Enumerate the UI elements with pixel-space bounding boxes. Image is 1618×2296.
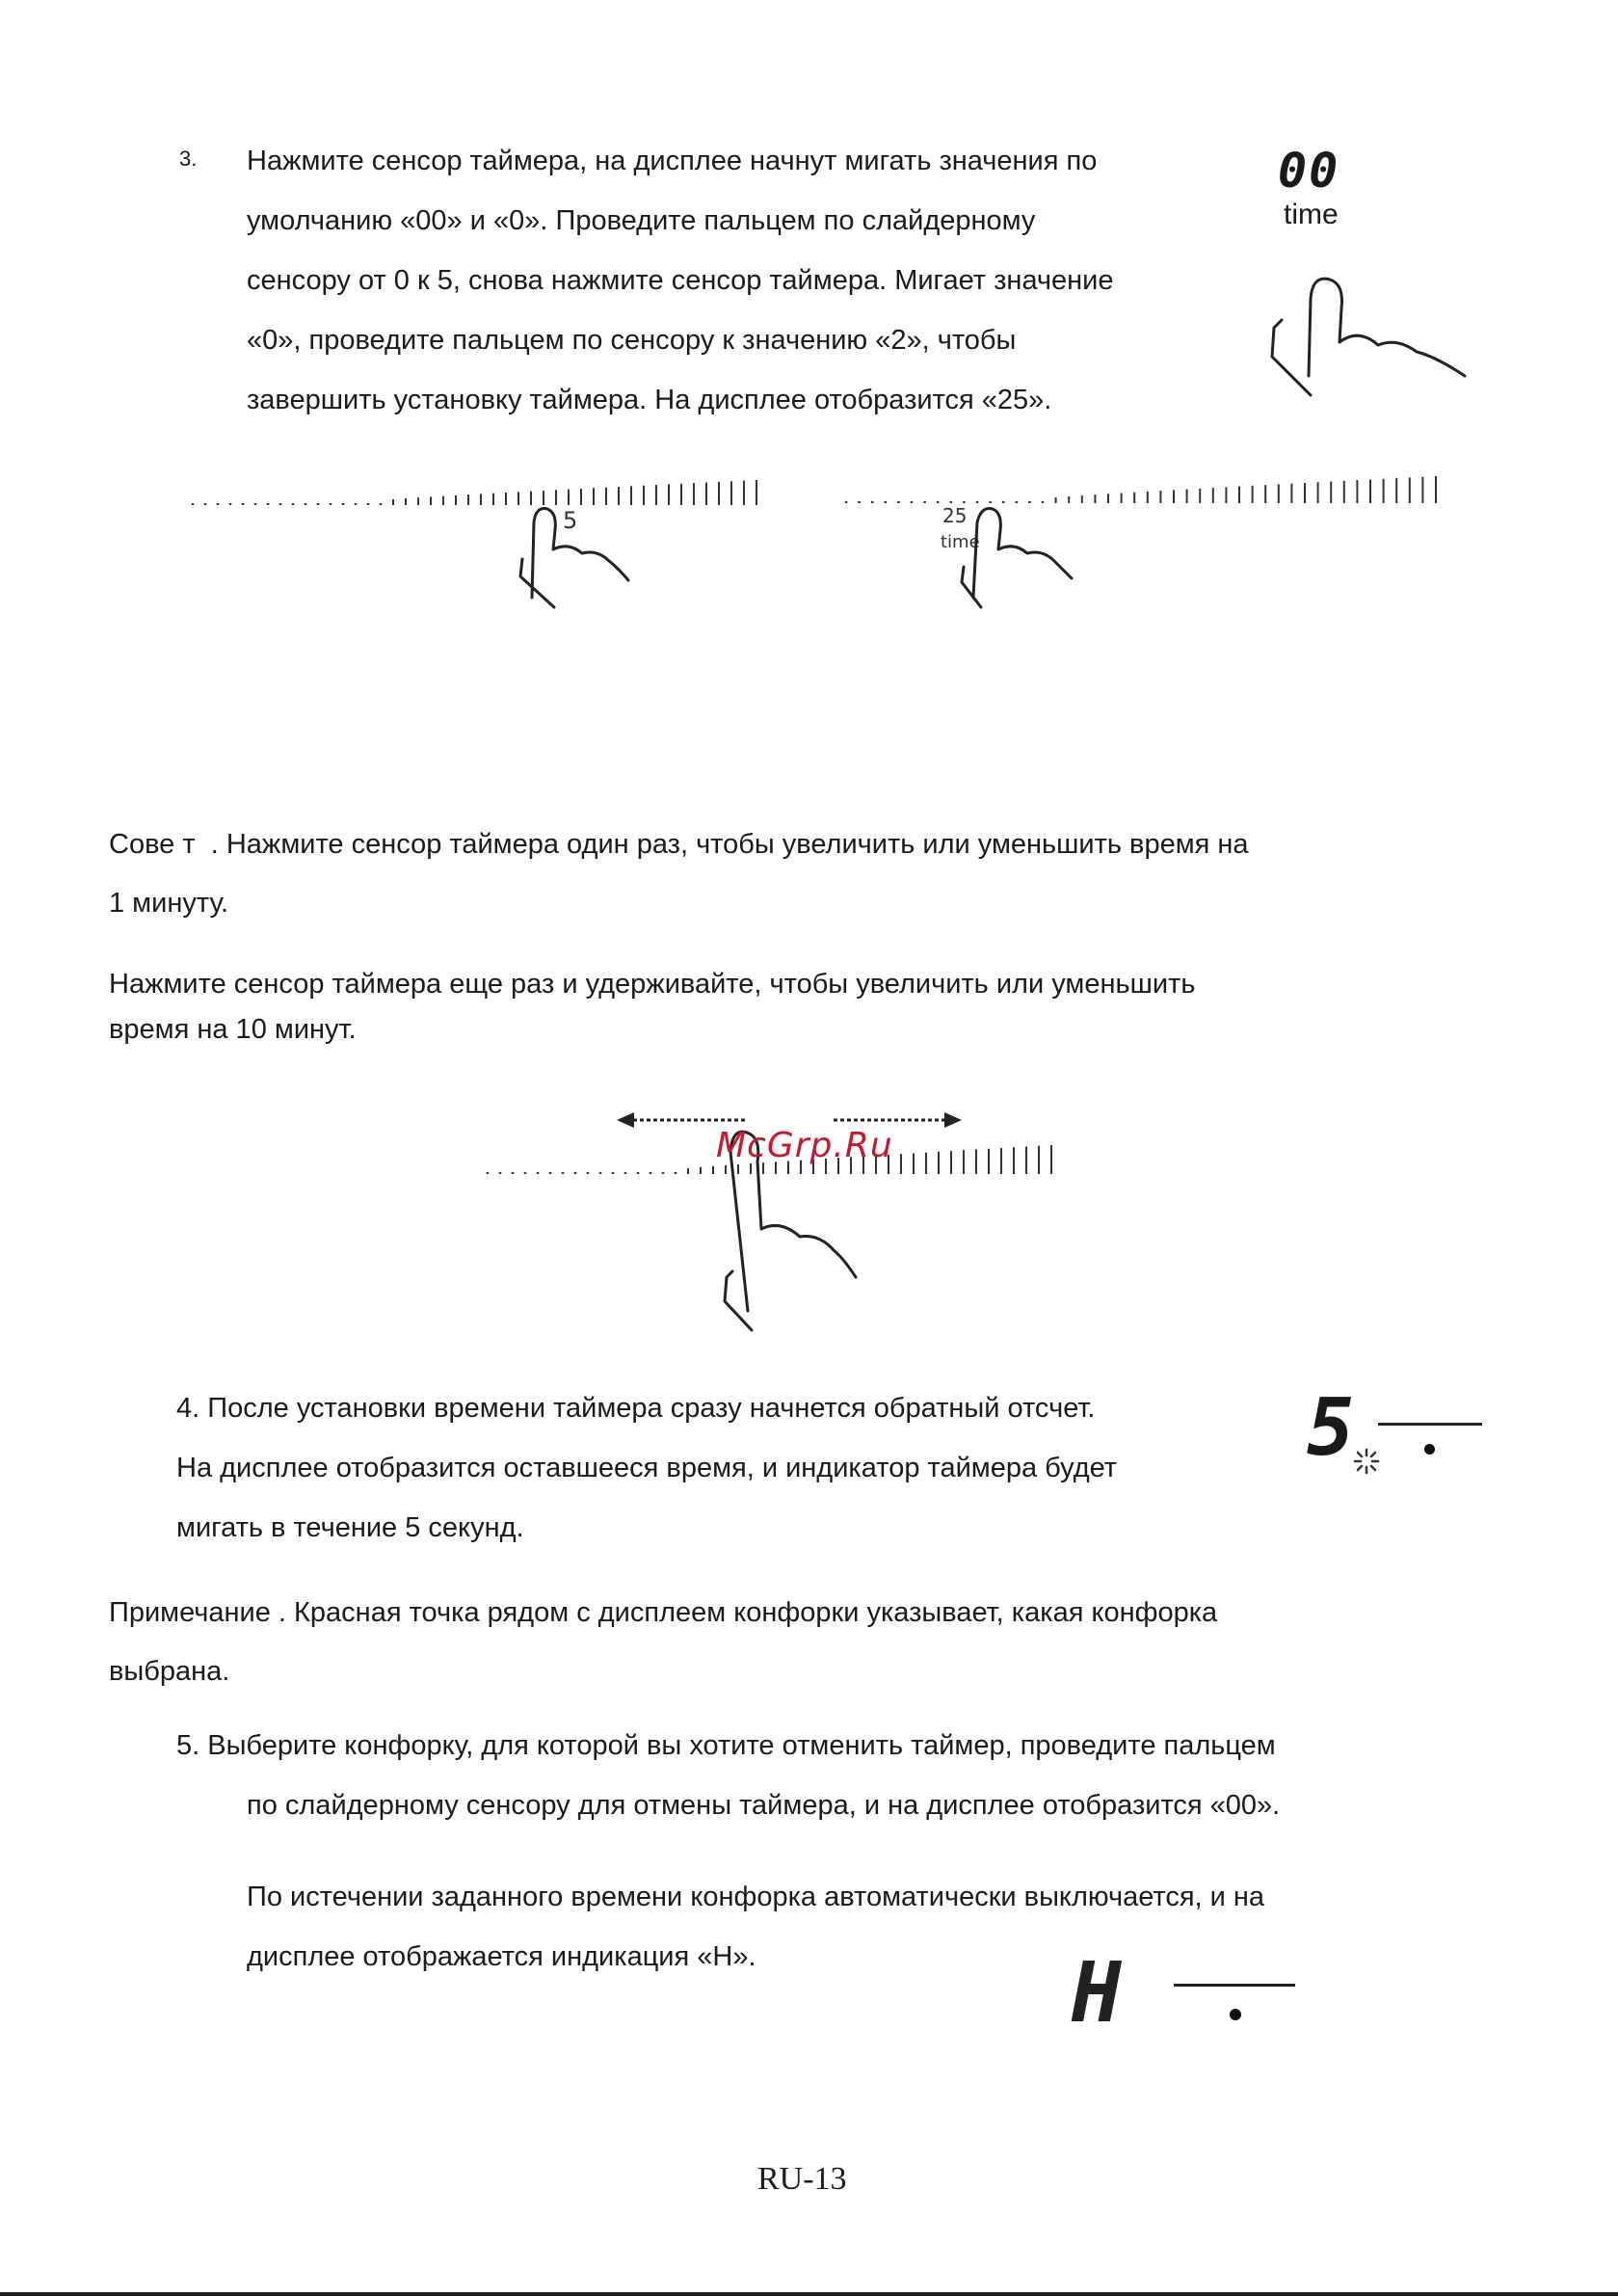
timer-display-label: time <box>1284 199 1339 230</box>
hand-pointer-icon <box>962 509 1072 607</box>
note-line: Примечание . Красная точка рядом с дисплеем конфорки указывает, какая конфорка <box>109 1597 1218 1628</box>
step3-line: Нажмите сенсор таймера, на дисплее начнут мигать значения по <box>247 146 1098 176</box>
slider-right-label: time <box>941 532 980 552</box>
tip-line: Нажмите сенсор таймера еще раз и удерживайте, чтобы увеличить или уменьшить <box>109 969 1196 1000</box>
step3-line: сенсору от 0 к 5, снова нажмите сенсор таймера. Мигает значение <box>247 265 1114 296</box>
step3-line: завершить установку таймера. На дисплее отобразится «25». <box>247 385 1052 415</box>
step5-line: По истечении заданного времени конфорка автоматически выключается, и на <box>247 1882 1265 1912</box>
burner-display-countdown <box>1301 1382 1494 1494</box>
arrow-left-icon <box>617 1112 634 1128</box>
slider-right <box>846 476 1436 503</box>
blinking-indicator-icon <box>1349 1444 1384 1479</box>
step4-line: 4. После установки времени таймера сразу начнется обратный отсчет. <box>176 1393 1096 1424</box>
step3-text <box>247 131 1259 430</box>
burner-selection-dot <box>1230 2009 1241 2020</box>
note-line: выбрана. <box>109 1656 230 1687</box>
burner-display-hot <box>1070 1937 1301 2043</box>
slider-right-value: 25 <box>942 504 968 527</box>
burner-display-value: 5 <box>1307 1382 1355 1474</box>
timer-display-value: 00 <box>1278 143 1340 199</box>
arrow-right-icon <box>944 1112 962 1128</box>
burner-selection-dot <box>1424 1444 1435 1455</box>
slider-left <box>193 480 756 505</box>
burner-display-value: H <box>1072 1945 1122 2042</box>
tip-line: 1 минуту. <box>109 888 229 919</box>
display-divider <box>1378 1423 1482 1426</box>
hand-pointer-icon <box>1253 231 1484 405</box>
timer-display-illustration <box>1253 135 1484 405</box>
page-number: RU-13 <box>757 2161 847 2197</box>
tip-line: Сове т . Нажмите сенсор таймера один раз, чтобы увеличить или уменьшить время на <box>109 829 1249 860</box>
step4-line: мигать в течение 5 секунд. <box>176 1512 524 1543</box>
slider-sequence <box>173 453 1446 617</box>
step5-line: 5. Выберите конфорку, для которой вы хотите отменить таймер, проведите пальцем <box>176 1730 1276 1761</box>
slider-left-value: 5 <box>563 507 578 534</box>
bottom-rule <box>0 2292 1618 2296</box>
display-divider <box>1174 1984 1295 1987</box>
step3-number: 3. <box>179 147 198 171</box>
watermark: McGrp.Ru <box>716 1126 893 1165</box>
tip-line: время на 10 минут. <box>109 1014 357 1045</box>
step5-line: по слайдерному сенсору для отмены таймера, и на дисплее отобразится «00». <box>247 1790 1281 1821</box>
step5-line: дисплее отображается индикация «H». <box>247 1941 756 1972</box>
step3-line: умолчанию «00» и «0». Проведите пальцем по слайдерному <box>247 205 1036 236</box>
step4-line: На дисплее отобразится оставшееся время, и индикатор таймера будет <box>176 1453 1118 1483</box>
step3-line: «0», проведите пальцем по сенсору к значению «2», чтобы <box>247 325 1017 356</box>
